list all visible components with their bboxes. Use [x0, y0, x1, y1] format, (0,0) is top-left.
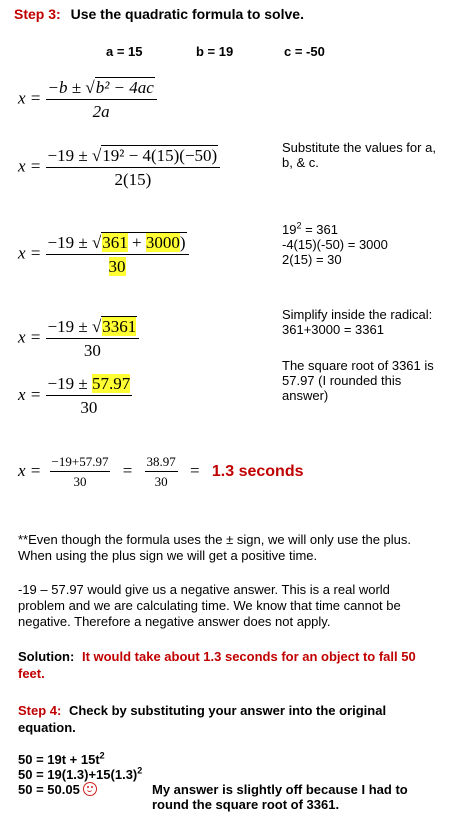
note2-sup: 2 — [296, 220, 302, 231]
eq3-den: 30 — [108, 257, 126, 276]
eq2-den: 2(15) — [46, 167, 221, 190]
para-negative-answer — [18, 582, 401, 630]
check-line1 — [18, 752, 142, 767]
note3-line2: 361+3000 = 3361 — [282, 322, 384, 337]
coef-a: a = 15 — [106, 44, 143, 59]
coef-c: c = -50 — [284, 44, 325, 59]
eq3-fraction: $\frac{-19 \pm √361 + 3000)}{30}$ — [46, 232, 189, 277]
eq2-fraction: $\frac{\text{−19 ± √19² − 4(15)(−50)}}{2(15)}$ — [46, 145, 221, 190]
note2-line1 — [282, 222, 388, 237]
eq3-rad-b: 3000 — [145, 233, 180, 252]
note-evaluate — [282, 222, 388, 267]
eq3-rad-a: 361 — [102, 233, 128, 252]
check-remark1: My answer is slightly off because I had to — [152, 782, 408, 797]
note3-line1: Simplify inside the radical: — [282, 307, 433, 322]
para2-line1: -19 – 57.97 would give us a negative answer. This is a real world — [18, 582, 390, 597]
eq5-num: −19 ± — [47, 374, 92, 393]
note2-line3: 2(15) = 30 — [282, 252, 342, 267]
check-l1-base: 50 = 19t + 15t — [18, 752, 100, 767]
note-square-root — [282, 358, 434, 403]
eq2-num: −19 ± — [47, 146, 92, 165]
step3-label: Step 3: — [14, 6, 61, 22]
step4-label: Step 4: — [18, 703, 62, 718]
note1-line2: b, & c. — [282, 155, 319, 170]
eq6-f1-den: 30 — [50, 471, 111, 490]
eq6-f1-num: −19+57.97 — [51, 454, 109, 469]
eq-simplify-radical — [18, 316, 139, 361]
check-l2-sup: 2 — [137, 765, 143, 776]
para1-line1: **Even though the formula uses the ± sign, we will only use the plus. — [18, 532, 412, 547]
eq6-f2-num: 38.97 — [146, 454, 176, 469]
eq6-lhs: x = — [18, 460, 42, 480]
eq-quadratic-formula — [18, 77, 157, 122]
eq4-fraction: $\frac{-19 \pm √3361}{30}$ — [46, 316, 140, 361]
step3-heading — [14, 6, 304, 22]
coef-b: b = 19 — [196, 44, 234, 59]
check-remark — [152, 782, 408, 812]
eq3-plus: + — [127, 233, 146, 252]
step4-line2: equation. — [18, 720, 76, 735]
solution-label: Solution: — [18, 649, 75, 664]
para-plus-sign — [18, 532, 411, 564]
note2-rest: = 361 — [301, 222, 338, 237]
eq1-den: 2a — [46, 99, 157, 122]
solution-line1: It would take about 1.3 seconds for an object to fall 50 — [81, 649, 416, 664]
check-lines — [18, 752, 142, 797]
para2-line3: negative. Therefore a negative answer does not apply. — [18, 614, 331, 629]
eq5-num-hl: 57.97 — [91, 374, 131, 393]
eq1-num: −b ± — [47, 78, 86, 97]
solution — [18, 648, 416, 682]
eq1-fraction: $\frac{\text{−b ± √b² − 4ac}}{2a}$ — [46, 77, 157, 122]
eq4-lhs: x = — [18, 327, 42, 347]
eq2-lhs: x = — [18, 156, 42, 176]
note2-line2: -4(15)(-50) = 3000 — [282, 237, 388, 252]
eq6-equals1: = — [122, 460, 133, 480]
final-answer: 1.3 seconds — [211, 462, 304, 480]
check-l3: 50 = 50.05 — [18, 782, 80, 797]
eq6-equals2: = — [190, 460, 200, 480]
note-simplify — [282, 307, 432, 337]
eq1-lhs: x = — [18, 88, 42, 108]
eq5-fraction — [46, 374, 133, 418]
eq5-den: 30 — [46, 395, 133, 418]
eq3-rparen: ) — [179, 233, 186, 252]
eq6-fraction2 — [145, 454, 178, 490]
check-l1-sup: 2 — [99, 750, 105, 761]
note1-line1: Substitute the values for a, — [282, 140, 436, 155]
eq3-lhs: x = — [18, 243, 42, 263]
eq1-radicand: b² − 4ac — [95, 78, 154, 97]
eq-evaluate — [18, 232, 189, 277]
step4-line1: Check by substituting your answer into the original — [68, 703, 387, 718]
eq3-num: −19 ± — [47, 233, 92, 252]
eq4-den: 30 — [46, 338, 140, 361]
step4 — [18, 702, 386, 736]
note4-line1: The square root of 3361 is — [282, 358, 434, 373]
eq-substitution — [18, 145, 220, 190]
note2-base: 19 — [282, 222, 297, 237]
eq4-radicand: 3361 — [102, 317, 137, 336]
eq6-fraction1 — [50, 454, 111, 490]
solution-line2: feet. — [18, 666, 45, 681]
eq-square-root — [18, 374, 132, 418]
check-l2-base: 50 = 19(1.3)+15(1.3) — [18, 767, 138, 782]
eq6-f2-den: 30 — [145, 471, 178, 490]
para1-line2: When using the plus sign we will get a positive time. — [18, 548, 318, 563]
check-line2 — [18, 767, 142, 782]
eq4-num: −19 ± — [47, 317, 92, 336]
eq5-lhs: x = — [18, 384, 42, 404]
note4-line3: answer) — [282, 388, 329, 403]
check-line3 — [18, 782, 142, 797]
eq2-radicand: 19² − 4(15)(−50) — [102, 146, 218, 165]
eq-final-answer — [18, 454, 304, 490]
note4-line2: 57.97 (I rounded this — [282, 373, 402, 388]
smiley-icon — [83, 782, 97, 796]
check-remark2: round the square root of 3361. — [152, 797, 340, 812]
note-substitute — [282, 140, 436, 170]
step3-text: Use the quadratic formula to solve. — [70, 6, 304, 22]
para2-line2: problem and we are calculating time. We know that time cannot be — [18, 598, 401, 613]
